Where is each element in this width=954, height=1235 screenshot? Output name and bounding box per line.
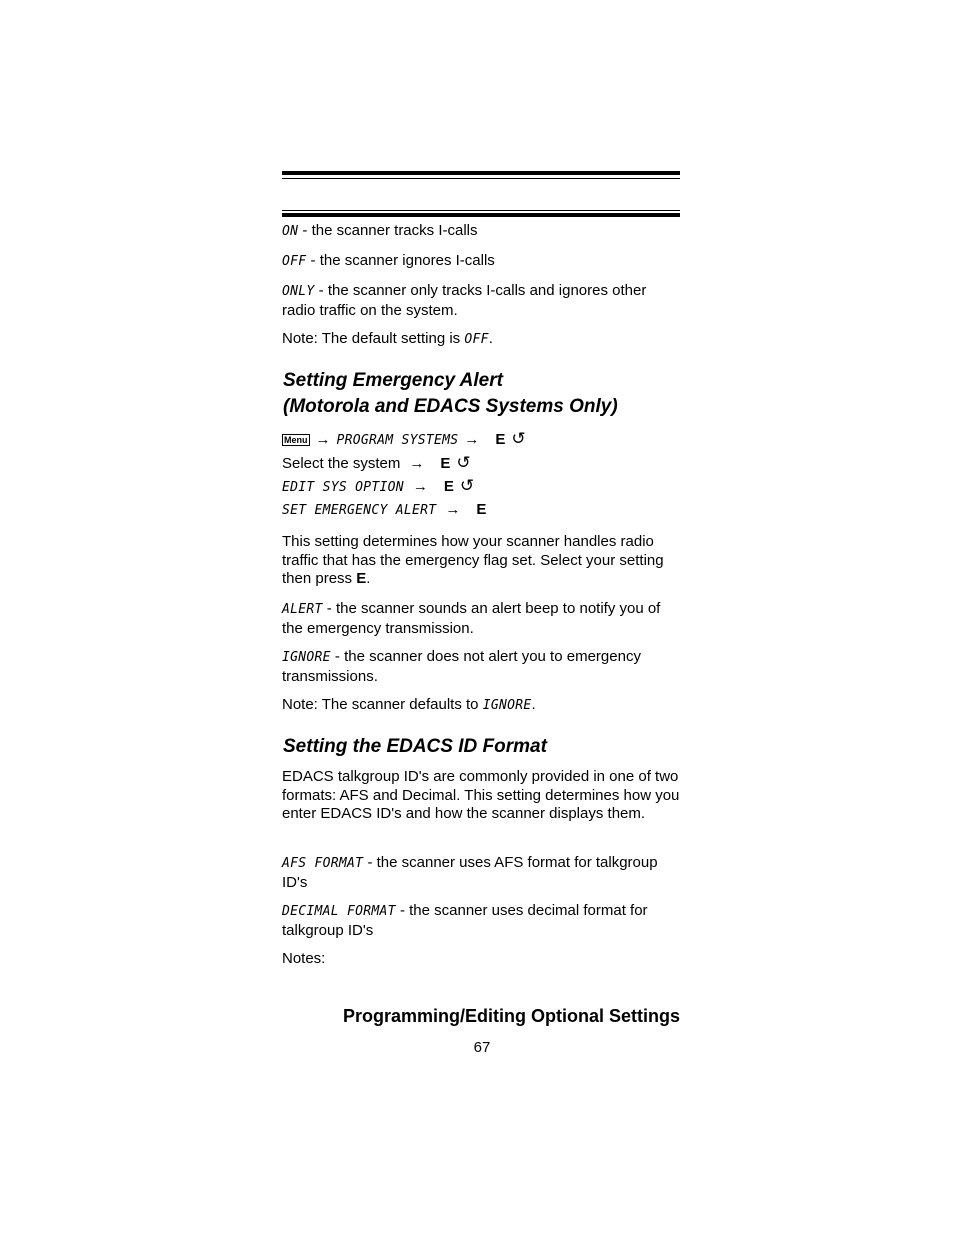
only-term: ONLY: [282, 284, 315, 299]
decimal-option: [282, 902, 680, 940]
only-option: [282, 282, 680, 320]
edit-sys-option-term: EDIT SYS OPTION: [282, 480, 404, 495]
default-note: [282, 330, 680, 350]
arrow-right-icon: →: [409, 455, 425, 472]
emergency-default-note: [282, 696, 680, 716]
header-rule-top-thin: [282, 178, 680, 179]
only-desc: - the scanner only tracks I-calls and ignores other radio traffic on the system.: [282, 282, 647, 319]
note-prefix: Note: The default setting is: [282, 330, 465, 347]
off-desc: - the scanner ignores I-calls: [306, 252, 495, 269]
arrow-right-icon: →: [445, 501, 461, 518]
alert-term: ALERT: [282, 602, 323, 617]
header-rule-bottom-thick: [282, 213, 680, 217]
alert-option: [282, 600, 680, 638]
cycle-icon: ↺: [511, 429, 526, 448]
edacs-description: EDACS talkgroup ID's are commonly provided in one of two formats: AFS and Decimal. This setting determines how you enter EDACS ID's and how the scanner displays them.: [282, 768, 680, 822]
arrow-right-icon: →: [464, 431, 480, 448]
step-set-emergency-alert: [282, 501, 486, 520]
program-systems-term: PROGRAM SYSTEMS: [336, 433, 459, 448]
notes-label: Notes:: [282, 950, 326, 967]
header-rule-top-thick: [282, 171, 680, 175]
decimal-term: DECIMAL FORMAT: [282, 904, 396, 919]
cycle-icon: ↺: [459, 476, 475, 495]
arrow-right-icon: →: [315, 431, 331, 448]
step-edit-sys-option: [282, 477, 474, 497]
ignore-desc: - the scanner does not alert you to emergency transmissions.: [282, 648, 641, 685]
afs-desc: - the scanner uses AFS format for talkgroup ID's: [282, 854, 658, 891]
note-term: OFF: [464, 332, 489, 347]
alert-desc: - the scanner sounds an alert beep to notify you of the emergency transmission.: [282, 600, 661, 637]
e-key: E: [476, 501, 487, 518]
set-emergency-alert-term: SET EMERGENCY ALERT: [282, 503, 437, 518]
afs-term: AFS FORMAT: [282, 856, 364, 871]
cycle-icon: ↺: [456, 453, 471, 472]
emergency-desc-text: This setting determines how your scanner handles radio traffic that has the emergency flag set. Select your setting then press: [282, 533, 664, 587]
emergency-heading-line2: (Motorola and EDACS Systems Only): [283, 396, 618, 417]
emergency-note-suffix: .: [531, 696, 536, 713]
off-option: [282, 252, 680, 272]
on-desc: - the scanner tracks I-calls: [298, 222, 478, 239]
emergency-desc-suffix: .: [366, 570, 371, 587]
note-suffix: .: [488, 330, 493, 347]
off-term: OFF: [282, 254, 307, 269]
header-rule-bottom-thin: [282, 210, 680, 211]
ignore-term: IGNORE: [282, 650, 331, 665]
e-key: E: [440, 455, 451, 472]
edacs-heading: Setting the EDACS ID Format: [283, 736, 547, 757]
menu-key-icon: Menu: [284, 435, 308, 446]
step-menu-program-systems: [282, 430, 526, 450]
on-option: [282, 222, 680, 242]
emergency-desc-key: E: [356, 570, 367, 587]
emergency-note-term: IGNORE: [482, 698, 532, 713]
step-select-system: [282, 454, 471, 473]
ignore-option: [282, 648, 680, 686]
e-key: E: [495, 431, 506, 448]
decimal-desc: - the scanner uses decimal format for talkgroup ID's: [282, 902, 648, 939]
on-term: ON: [282, 224, 299, 239]
e-key: E: [443, 478, 454, 495]
emergency-description: [282, 533, 680, 589]
arrow-right-icon: →: [412, 478, 428, 495]
emergency-heading-line1: Setting Emergency Alert: [283, 370, 503, 391]
emergency-note-prefix: Note: The scanner defaults to: [282, 696, 483, 713]
afs-option: [282, 854, 680, 892]
page-number: 67: [473, 1039, 491, 1056]
footer-section-title: Programming/Editing Optional Settings: [342, 1006, 680, 1026]
select-system-text: Select the system: [282, 455, 401, 472]
